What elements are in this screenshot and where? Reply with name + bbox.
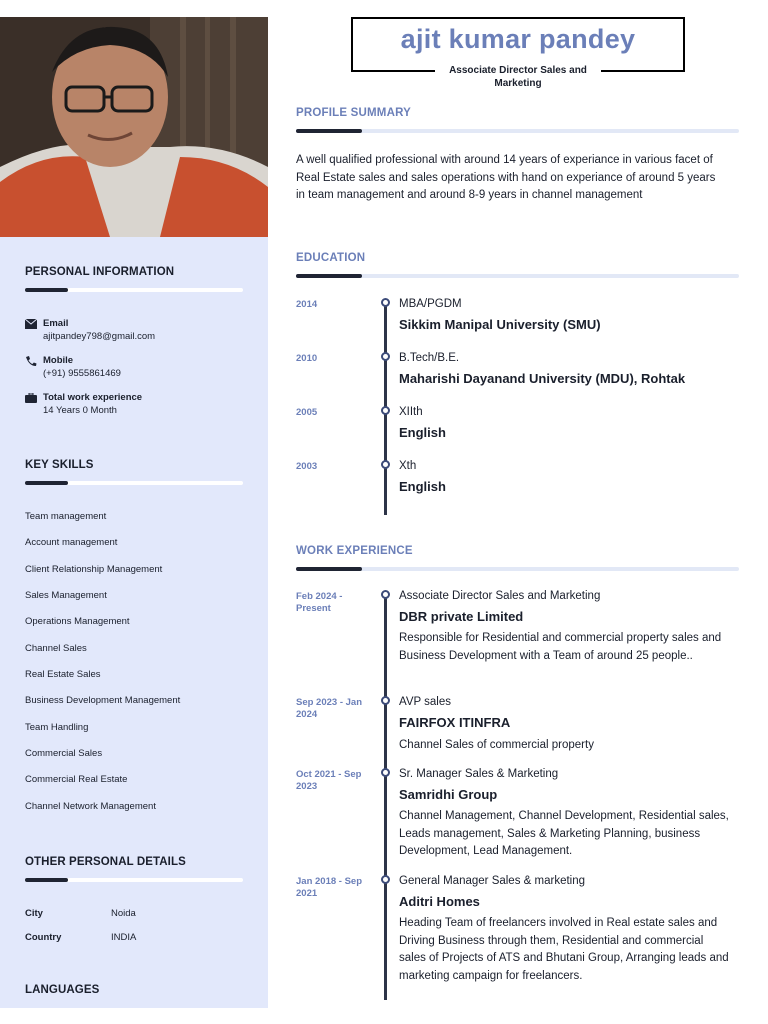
sidebar (0, 17, 268, 1008)
job-title: Sr. Manager Sales & Marketing (399, 768, 559, 780)
work-dates: Oct 2021 - Sep 2023 (296, 769, 362, 792)
section-divider (25, 481, 243, 485)
skill-item: Team management (25, 511, 107, 522)
skill-item: Real Estate Sales (25, 669, 101, 680)
country-label: Country (25, 932, 62, 943)
section-divider (25, 288, 243, 292)
skill-item: Channel Sales (25, 643, 87, 654)
other-details-heading: OTHER PERSONAL DETAILS (25, 856, 186, 868)
skill-item: Sales Management (25, 590, 107, 601)
candidate-role: Associate Director Sales and Marketing (435, 64, 601, 90)
skill-item: Account management (25, 537, 118, 548)
skill-item: Client Relationship Management (25, 564, 163, 575)
education-institute: Maharishi Dayanand University (MDU), Rohtak (399, 371, 686, 386)
company-name: Samridhi Group (399, 787, 498, 802)
profile-photo (0, 17, 268, 237)
section-divider (296, 567, 739, 571)
timeline-dot (381, 298, 390, 307)
country-value: INDIA (111, 932, 137, 943)
company-name: Aditri Homes (399, 894, 480, 909)
total-experience-value: 14 Years 0 Month (43, 405, 117, 416)
timeline-dot (381, 696, 390, 705)
total-experience-label: Total work experience (43, 392, 143, 403)
mobile-value[interactable]: (+91) 9555861469 (43, 368, 121, 379)
job-description: Heading Team of freelancers involved in Real estate sales and Driving Business through them, Residential and commercial sales of Projects of ATS and Bhutani Group, Arranging leads and marketing campaign for freelancers. (399, 917, 729, 982)
work-timeline (384, 594, 387, 1000)
skill-item: Commercial Sales (25, 748, 103, 759)
skill-item: Business Development Management (25, 695, 181, 706)
education-institute: English (399, 479, 446, 494)
job-description: Channel Sales of commercial property (399, 739, 594, 751)
skill-item: Commercial Real Estate (25, 774, 128, 785)
profile-summary-heading: PROFILE SUMMARY (296, 107, 412, 119)
company-name: DBR private Limited (399, 609, 524, 624)
section-divider (25, 878, 243, 882)
education-year: 2014 (296, 299, 318, 310)
timeline-dot (381, 352, 390, 361)
timeline-dot (381, 460, 390, 469)
job-title: AVP sales (399, 696, 451, 708)
timeline-dot (381, 590, 390, 599)
mobile-label: Mobile (43, 355, 74, 366)
work-dates: Sep 2023 - Jan 2024 (296, 697, 363, 720)
education-degree: Xth (399, 460, 417, 472)
personal-information-heading: PERSONAL INFORMATION (25, 266, 175, 278)
education-degree: MBA/PGDM (399, 298, 462, 310)
timeline-dot (381, 768, 390, 777)
city-value: Noida (111, 908, 136, 919)
job-description: Responsible for Residential and commercial property sales and Business Development with a Team of around 25 people.. (399, 632, 722, 662)
education-degree: XIIth (399, 406, 423, 418)
timeline-dot (381, 875, 390, 884)
email-value[interactable]: ajitpandey798@gmail.com (43, 331, 156, 342)
email-label: Email (43, 318, 69, 329)
skill-item: Team Handling (25, 722, 89, 733)
education-heading: EDUCATION (296, 252, 366, 264)
skill-item: Channel Network Management (25, 801, 156, 812)
education-year: 2003 (296, 461, 318, 472)
candidate-name: ajit kumar pandey (400, 24, 636, 54)
city-label: City (25, 908, 43, 919)
timeline-dot (381, 406, 390, 415)
education-institute: Sikkim Manipal University (SMU) (399, 317, 601, 332)
key-skills-heading: KEY SKILLS (25, 459, 94, 471)
profile-summary-text: A well qualified professional with around 14 years of experiance in various facet of Real Estate sales and sales operations with hand on experiance of around 5 years in team management and around 8-9 years in channel management (296, 154, 716, 202)
education-degree: B.Tech/B.E. (399, 352, 460, 364)
work-experience-heading: WORK EXPERIENCE (296, 545, 413, 557)
education-year: 2005 (296, 407, 318, 418)
education-institute: English (399, 425, 446, 440)
work-dates: Feb 2024 - Present (296, 591, 343, 614)
work-dates: Jan 2018 - Sep 2021 (296, 876, 363, 899)
envelope-icon (25, 319, 37, 329)
section-divider (296, 129, 739, 133)
section-divider (296, 274, 739, 278)
languages-heading: LANGUAGES (25, 984, 100, 996)
briefcase-icon (25, 393, 37, 403)
job-description: Channel Management, Channel Development, Residential sales, Leads management, Sales & Marketing Planning, business Development, Lead Management. (399, 810, 729, 857)
phone-icon (25, 356, 37, 366)
education-year: 2010 (296, 353, 318, 364)
job-title: Associate Director Sales and Marketing (399, 590, 601, 602)
company-name: FAIRFOX ITINFRA (399, 715, 511, 730)
skill-item: Operations Management (25, 616, 130, 627)
job-title: General Manager Sales & marketing (399, 875, 586, 887)
